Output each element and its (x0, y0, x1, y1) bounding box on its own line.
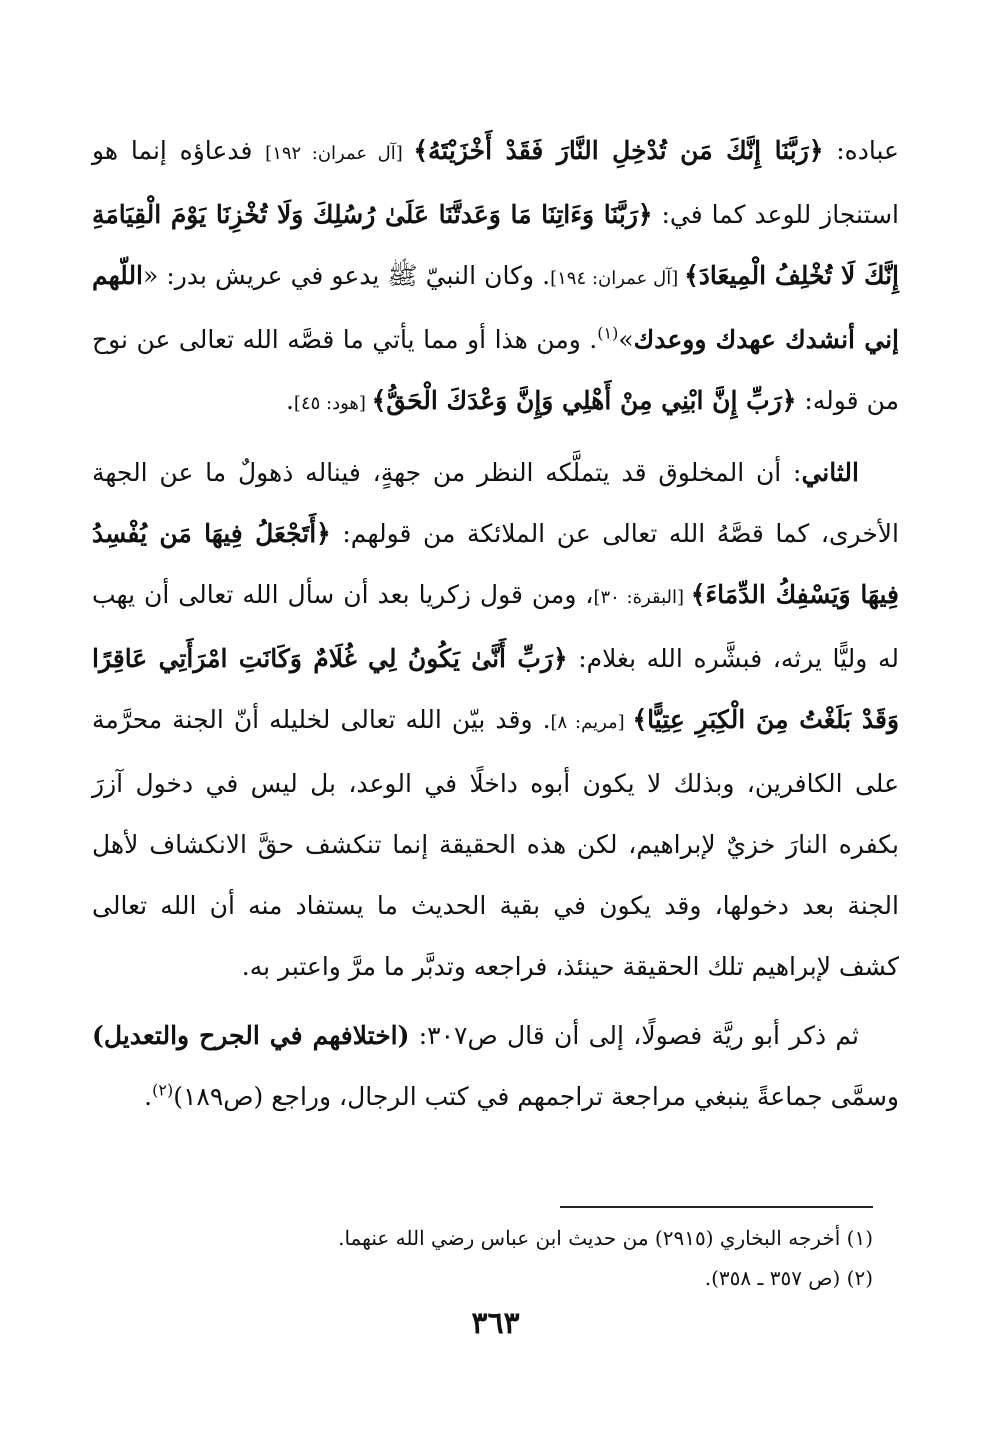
text-run: . (144, 1082, 153, 1111)
text-run: : أن المخلوق قد يتملَّكه النظر من جهةٍ، فيناله ذهولٌ ما عن الجهة الأخرى، كما قصَّهُ الله تعالى عن الملائكة من قولهم: (92, 458, 899, 548)
quran-verse: ﴿أَتَجْعَلُ فِيهَا مَن يُفْسِدُ فِيهَا وَيَسْفِكُ الدِّمَاءَ﴾ (92, 519, 899, 609)
bold-text: الثاني (801, 458, 859, 487)
quran-verse: ﴿رَبِّ أَنَّىٰ يَكُونُ لِي غُلَامٌ وَكَانَتِ امْرَأَتِي عَاقِرًا وَقَدْ بَلَغْتُ مِنَ الْكِبَرِ عِتِيًّا﴾ (92, 644, 900, 734)
footnote-1: (١) أخرجه البخاري (٢٩١٥) من حديث ابن عباس رضي الله عنهما. (338, 1226, 873, 1250)
text-run: . وكان النبيّ ﷺ يدعو في عريش بدر: « (143, 261, 551, 290)
text-run: . (285, 386, 294, 415)
paragraph-1 (92, 120, 899, 434)
bold-text: اللّهم إني أنشدك عهدك ووعدك (92, 261, 899, 354)
paragraph-2 (92, 442, 899, 997)
paragraph-3 (92, 1005, 899, 1127)
footnote-ref: (١) (597, 323, 619, 343)
main-text (92, 120, 899, 1127)
text-run: . ومن هذا أو مما يأتي ما قصَّه الله تعالى عن نوح من قوله: (92, 325, 899, 415)
page-number: ٣٦٣ (471, 1306, 520, 1341)
footnote-separator (560, 1206, 873, 1208)
footnotes (233, 1218, 873, 1298)
footnote-2: (٢) (ص ٣٥٧ ـ ٣٥٨). (704, 1266, 873, 1290)
text-run: وسمَّى جماعةً ينبغي مراجعة تراجمهم في كتب الرجال، وراجع (ص١٨٩) (173, 1082, 899, 1111)
quran-verse: ﴿رَبِّ إِنَّ ابْنِي مِنْ أَهْلِي وَإِنَّ وَعْدَكَ الْحَقُّ﴾ (371, 386, 797, 415)
text-run: فدعاؤه إنما هو استنجاز للوعد كما في: (92, 136, 899, 229)
footnote-ref: (٢) (152, 1080, 174, 1100)
verse-reference: [البقرة: ٣٠] (593, 587, 691, 608)
verse-reference: [هود: ٤٥] (293, 393, 372, 414)
text-run: ثم ذكر أبو ريَّة فصولًا، إلى أن قال ص٣٠٧: (409, 1021, 859, 1050)
verse-reference: [آل عمران: ١٩٤] (550, 268, 685, 289)
text-run: » (618, 325, 634, 354)
quran-verse: ﴿رَبَّنَا إِنَّكَ مَن تُدْخِلِ النَّارَ فَقَدْ أَخْزَيْتَهُ﴾ (413, 136, 824, 165)
text-run: . وقد بيّن الله تعالى لخليله أنّ الجنة محرَّمة على الكافرين، وبذلك لا يكون أبوه داخلًا في الوعد، بل ليس في دخول آزرَ بكفره النارَ خزيٌ لإبراهيم، لكن هذه الحقيقة إنما تنكشف حقَّ الانكشاف لأهل الجنة بعد دخولها، وقد يكون في بقية الحديث ما يستفاد منه أن الله تعالى كشف لإبراهيم تلك الحقيقة حينئذ، فراجعه وتدبَّر ما مرَّ واعتبر به. (92, 705, 899, 981)
text-run: عباده: (823, 136, 899, 165)
quran-verse: ﴿رَبَّنَا وَءَاتِنَا مَا وَعَدتَّنَا عَلَىٰ رُسُلِكَ وَلَا تُخْزِنَا يَوْمَ الْقِيَامَةِ إِنَّكَ لَا تُخْلِفُ الْمِيعَادَ﴾ (92, 200, 899, 290)
text-run: ، ومن قول زكريا بعد أن سأل الله تعالى أن يهب له وليًّا يرثه، فبشَّره الله بغلام: (92, 580, 899, 673)
bold-text: (اختلافهم في الجرح والتعديل) (92, 1021, 410, 1050)
verse-reference: [آل عمران: ١٩٢] (265, 143, 414, 164)
verse-reference: [مريم: ٨] (550, 712, 633, 733)
